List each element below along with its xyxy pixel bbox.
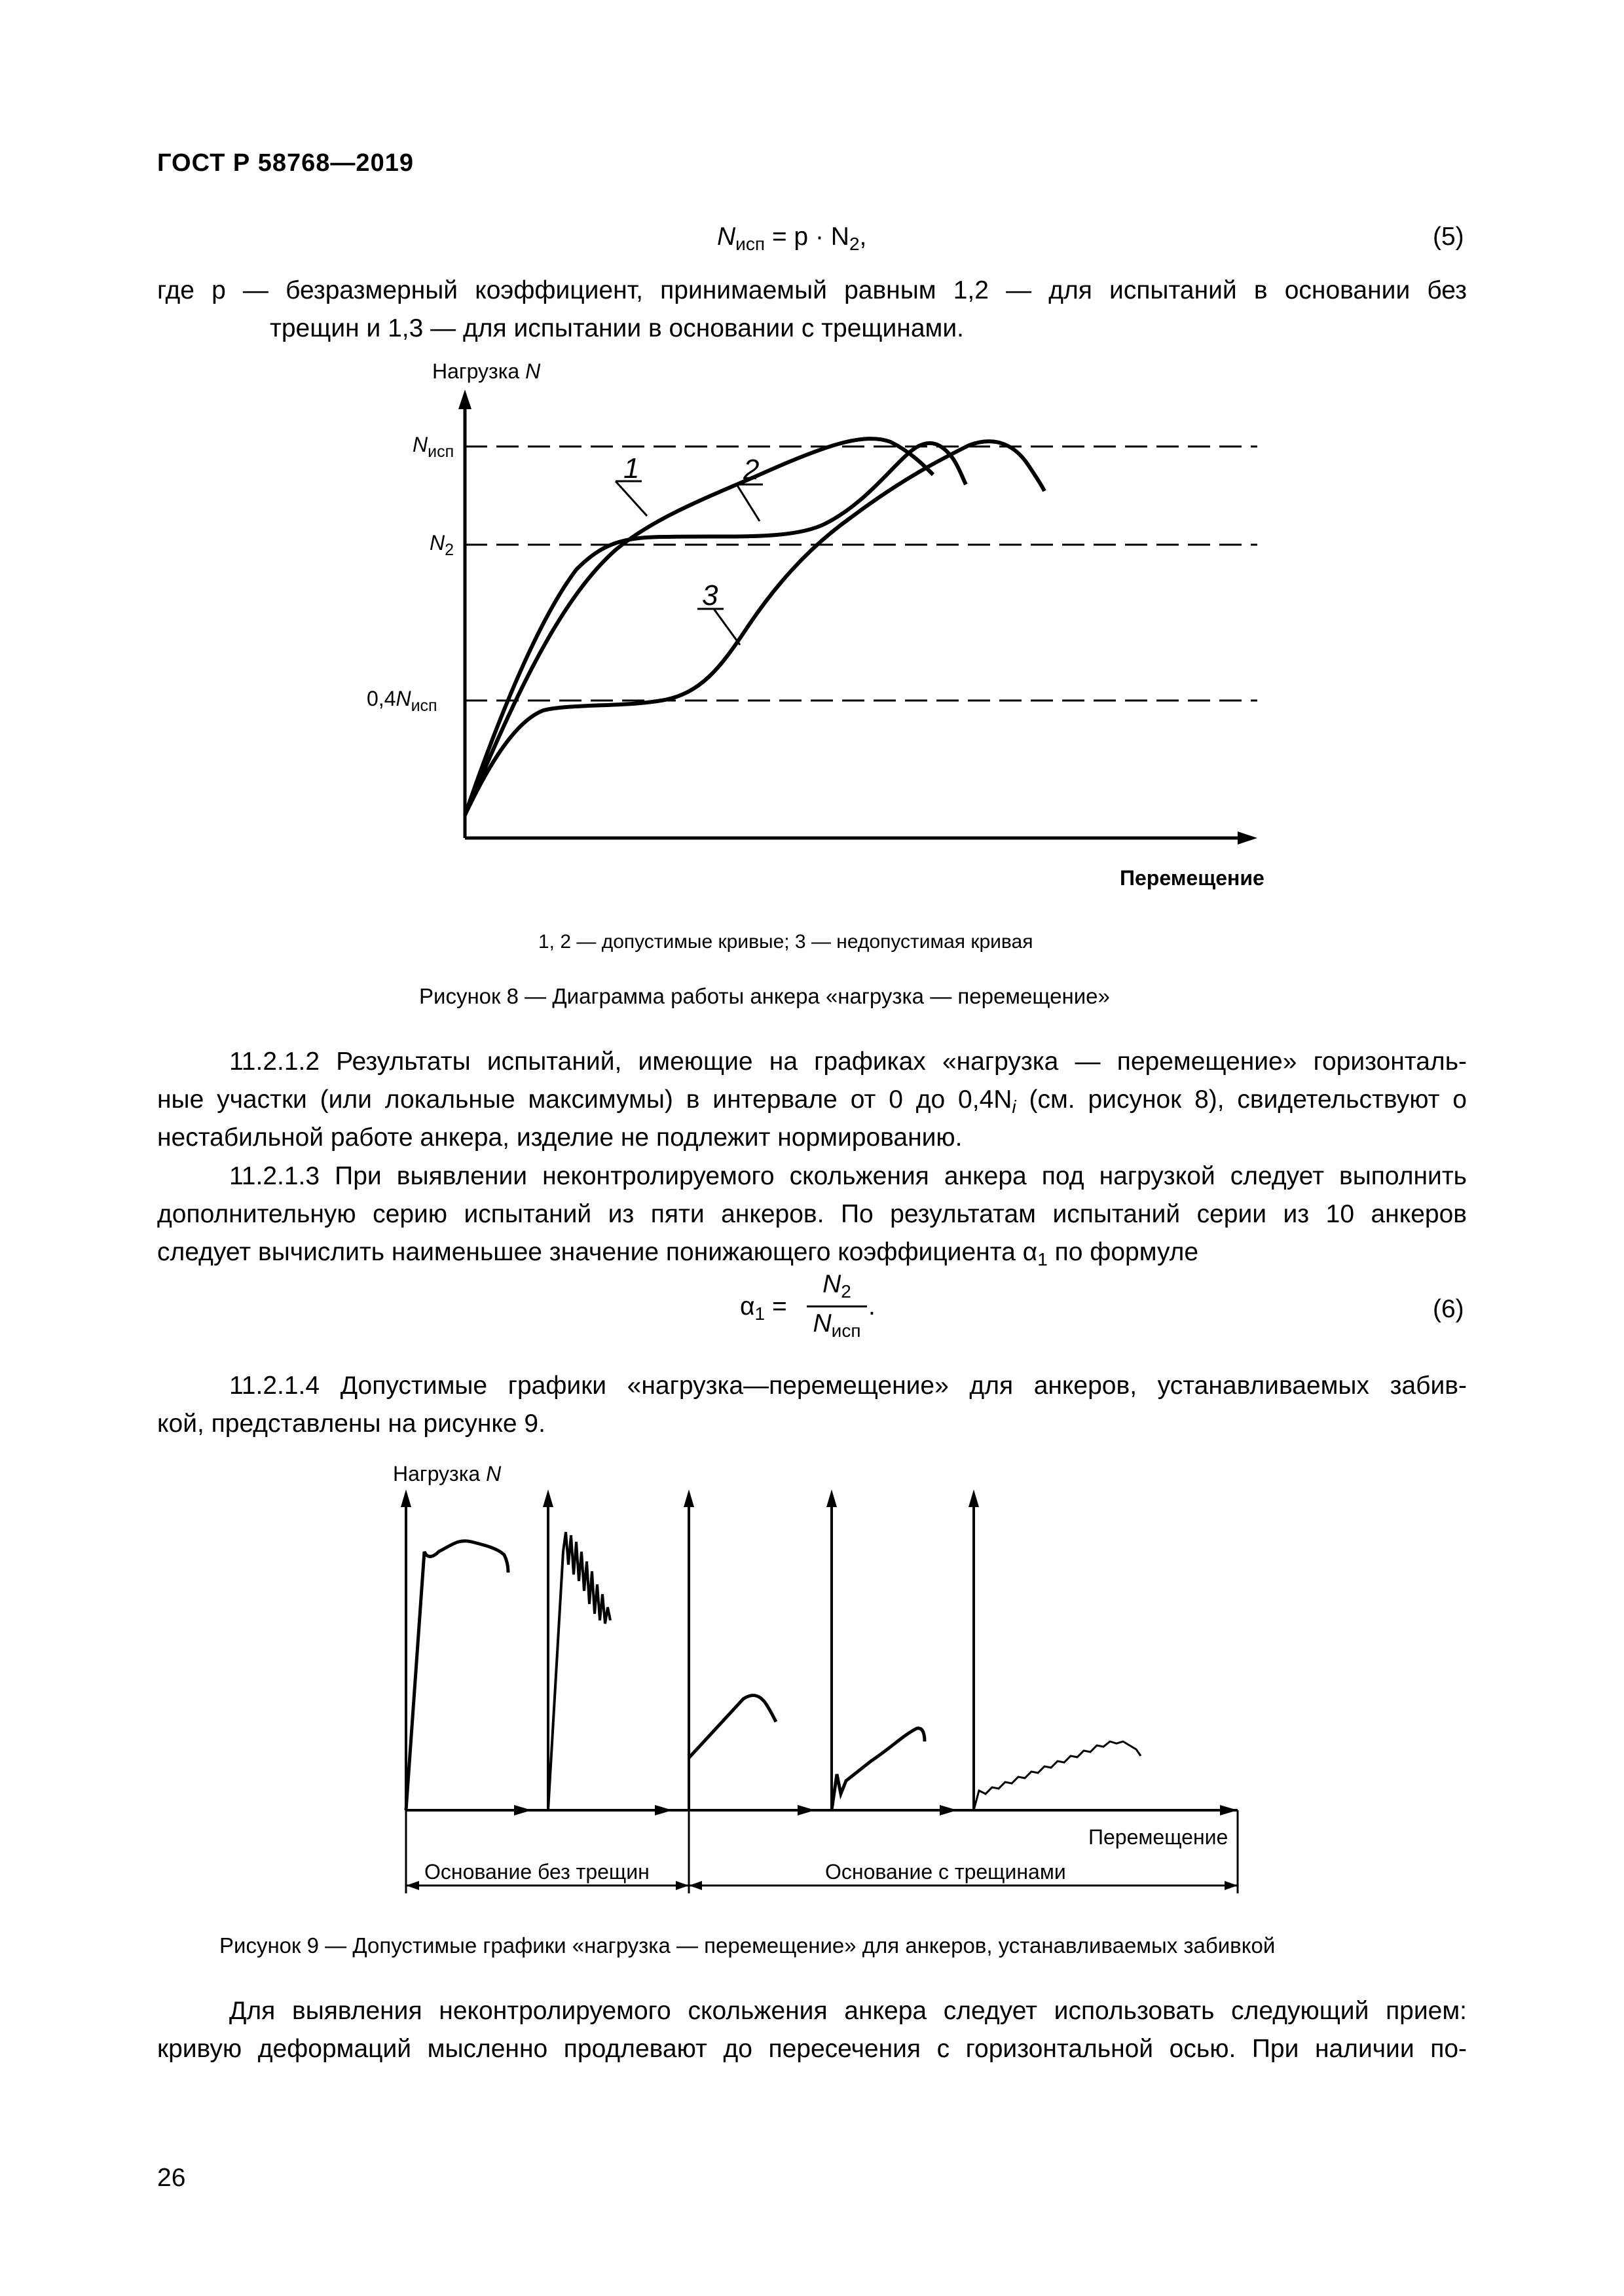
- para-11-2-1-2-line-3: нестабильной работе анкера, изделие не подлежит нормированию.: [157, 1123, 963, 1152]
- para-final-line-2: кривую деформаций мысленно продлевают до пересечения с горизонтальной осью. При наличии по-: [157, 2035, 1467, 2063]
- fig9-group-2-label: Основание с трещинами: [825, 1860, 1066, 1884]
- formula-5-lhs: N: [717, 223, 736, 251]
- fig8-level-label-nisp: $N_{исп}$: [413, 433, 454, 461]
- fig8-curve-2: [465, 443, 966, 815]
- fig9-group-1-arrow-right-icon: [676, 1881, 689, 1890]
- fig9-panel-1: [401, 1489, 508, 1810]
- fig9-curve-4: [832, 1728, 925, 1810]
- document-header: ГОСТ Р 58768—2019: [157, 149, 414, 177]
- formula-5-rhs: = p · N: [764, 223, 849, 251]
- para-11-2-1-3-line-3a: следует вычислить наименьшее значение понижающего коэффициента α: [157, 1238, 1038, 1266]
- formula-6-number: (6): [1433, 1295, 1464, 1323]
- where-line-2: трещин и 1,3 — для испытании в основании с трещинами.: [270, 314, 964, 342]
- fig8-level-label-n2: $N_2$: [430, 531, 454, 559]
- para-11-2-1-3-line-3: [157, 1231, 1198, 1281]
- fig9-x-arrow-icon-1: [514, 1805, 532, 1815]
- fig9-x-arrow-icon-5: [1220, 1805, 1238, 1815]
- formula-6-eq: =: [765, 1292, 787, 1321]
- para-final-line-1: Для выявления неконтролируемого скольжения анкера следует использовать следующий прием:: [229, 1997, 1467, 2025]
- para-11-2-1-4-line-1: 11.2.1.4 Допустимые графики «нагрузка—перемещение» для анкеров, устанавливаемых забив-: [229, 1372, 1467, 1400]
- fig8-y-axis-label: Нагрузка N: [432, 359, 541, 383]
- fig8-leader-3: [714, 609, 740, 645]
- fig8-level-label-04nisp: $0,4N_{исп}$: [367, 687, 437, 715]
- fig9-panel-4: [826, 1489, 925, 1810]
- fig9-panel-5-arrow-icon: [969, 1489, 979, 1507]
- para-11-2-1-3-line-2: дополнительную серию испытаний из пяти анкеров. По результатам испытаний серии из 10 анкеров: [157, 1200, 1467, 1228]
- figure-8-legend: 1, 2 — допустимые кривые; 3 — недопустимая кривая: [538, 931, 1033, 953]
- fig8-curve-label-1: 1: [623, 452, 640, 484]
- formula-6-fraction-bar: [807, 1305, 867, 1307]
- figure-9-chart: [386, 1453, 1264, 1905]
- fig8-y-arrow-icon: [458, 390, 471, 409]
- fig9-panel-2-arrow-icon: [543, 1489, 553, 1507]
- fig8-curve-label-2: 2: [743, 454, 760, 486]
- fig9-x-arrow-icon-4: [940, 1805, 957, 1815]
- fig8-curve-3: [465, 441, 1044, 815]
- fig9-group-1-arrow-left-icon: [406, 1881, 419, 1890]
- formula-5-rhs-sub: 2: [849, 234, 860, 254]
- fig8-curve-label-3: 3: [702, 579, 718, 611]
- formula-5-lhs-sub: исп: [735, 234, 765, 254]
- formula-6-alpha-sub: 1: [754, 1303, 766, 1324]
- where-line-1: где p — безразмерный коэффициент, принимаемый равным 1,2 — для испытаний в основании без: [157, 276, 1467, 304]
- fig9-curve-2: [548, 1532, 610, 1810]
- fig9-panel-4-arrow-icon: [826, 1489, 837, 1507]
- formula-5-number: (5): [1433, 223, 1464, 251]
- fig9-panel-1-arrow-icon: [401, 1489, 411, 1507]
- formula-5: [717, 216, 866, 265]
- fig8-leader-2: [737, 484, 760, 521]
- fig9-group-2-arrow-right-icon: [1225, 1881, 1238, 1890]
- fig8-x-axis-label: Перемещение: [1120, 866, 1264, 890]
- formula-5-tail: ,: [859, 223, 867, 251]
- fig8-leader-1: [616, 481, 647, 516]
- fig9-x-axis-label: Перемещение: [1088, 1825, 1228, 1849]
- fig9-panel-3-arrow-icon: [684, 1489, 694, 1507]
- fig9-panel-2: [543, 1489, 610, 1810]
- fig8-x-arrow-icon: [1238, 831, 1257, 845]
- figure-8-caption: Рисунок 8 — Диаграмма работы анкера «нагрузка — перемещение»: [419, 984, 1110, 1008]
- figure-9-caption: Рисунок 9 — Допустимые графики «нагрузка — перемещение» для анкеров, устанавливаемых забивкой: [219, 1933, 1276, 1958]
- fig9-x-arrow-icon-3: [798, 1805, 815, 1815]
- fig9-y-axis-label: Нагрузка N: [393, 1462, 502, 1485]
- fig9-curve-1: [406, 1541, 508, 1810]
- fig9-x-arrow-icon-2: [655, 1805, 673, 1815]
- fig9-group-2-arrow-left-icon: [689, 1881, 702, 1890]
- para-11-2-1-3-line-3b: по формуле: [1047, 1238, 1199, 1266]
- fig9-panel-5: [969, 1489, 1141, 1810]
- formula-6-num: N: [822, 1270, 841, 1298]
- fig9-curve-3: [689, 1696, 776, 1758]
- para-11-2-1-2-line-1: 11.2.1.2 Результаты испытаний, имеющие на графиках «нагрузка — перемещение» горизонталь-: [229, 1048, 1467, 1076]
- formula-6-num-sub: 2: [841, 1281, 851, 1302]
- para-11-2-1-3-sub: 1: [1037, 1249, 1048, 1269]
- formula-6-den: N: [813, 1309, 832, 1338]
- fig9-panel-3: [684, 1489, 776, 1810]
- formula-6-alpha: α: [740, 1292, 755, 1321]
- page-number: 26: [157, 2164, 186, 2192]
- para-11-2-1-4-line-2: кой, представлены на рисунке 9.: [157, 1410, 545, 1438]
- figure-8-chart: [367, 354, 1297, 917]
- formula-6-tail: .: [868, 1292, 876, 1321]
- fig9-curve-5: [974, 1741, 1141, 1810]
- para-11-2-1-3-line-1: 11.2.1.3 При выявлении неконтролируемого скольжения анкера под нагрузкой следует выполнить: [229, 1162, 1467, 1190]
- fig9-group-1-label: Основание без трещин: [424, 1860, 650, 1884]
- para-11-2-1-2-line-2b: (см. рисунок 8), свидетельствуют о: [1016, 1085, 1467, 1114]
- para-11-2-1-2-line-2a: ные участки (или локальные максимумы) в интервале от 0 до 0,4N: [157, 1085, 1012, 1114]
- formula-6-den-sub: исп: [831, 1321, 861, 1341]
- para-11-2-1-2-sub: i: [1012, 1097, 1016, 1117]
